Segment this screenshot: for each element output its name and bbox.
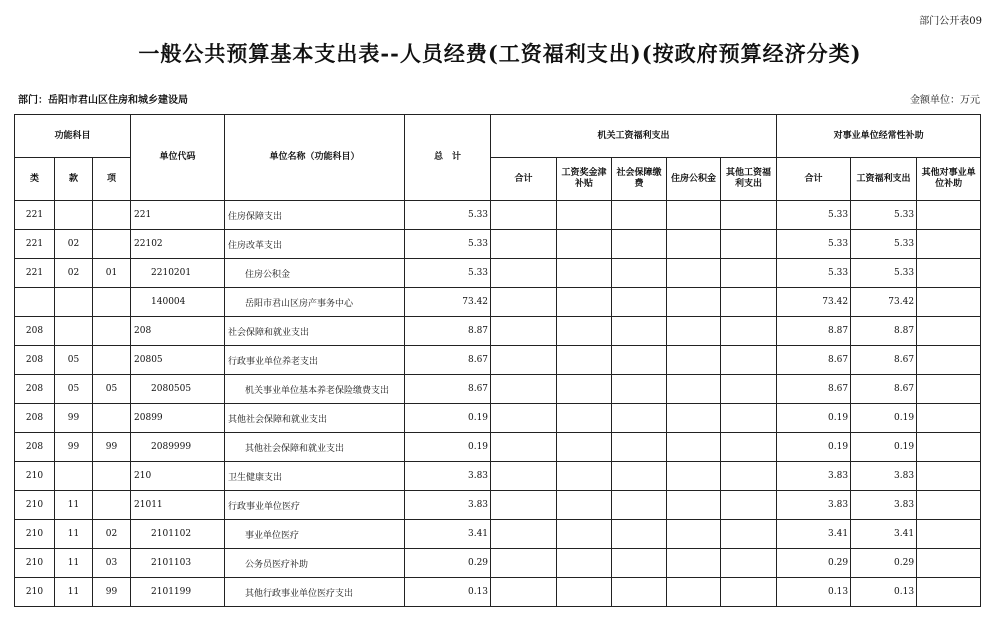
cell-subsidy-subtotal: 3.41	[777, 520, 851, 549]
cell-xiang	[93, 404, 131, 433]
table-row	[15, 230, 981, 259]
cell-total: 73.42	[405, 288, 491, 317]
cell-agency-other	[721, 433, 777, 462]
cell-agency-wages-bonus	[557, 549, 612, 578]
cell-kuan: 11	[55, 520, 93, 549]
cell-total: 3.83	[405, 462, 491, 491]
cell-xiang	[93, 491, 131, 520]
cell-lei: 208	[15, 404, 55, 433]
cell-agency-subtotal	[491, 201, 557, 230]
cell-agency-wages-bonus	[557, 201, 612, 230]
cell-unit-code: 20805	[131, 346, 225, 375]
table-row	[15, 404, 981, 433]
cell-xiang	[93, 201, 131, 230]
header-agency-wage-welfare: 机关工资福利支出	[491, 115, 777, 158]
cell-agency-housing-fund	[667, 578, 721, 607]
cell-subsidy-other	[917, 259, 981, 288]
cell-subsidy-wage-welfare: 5.33	[851, 259, 917, 288]
cell-subsidy-other	[917, 520, 981, 549]
cell-agency-wages-bonus	[557, 230, 612, 259]
cell-kuan: 02	[55, 230, 93, 259]
cell-total: 0.19	[405, 404, 491, 433]
cell-agency-other	[721, 201, 777, 230]
cell-subsidy-other	[917, 433, 981, 462]
header-agency-subtotal: 合计	[491, 158, 557, 201]
cell-subsidy-other	[917, 375, 981, 404]
cell-agency-social-security	[612, 288, 667, 317]
cell-subsidy-subtotal: 5.33	[777, 201, 851, 230]
header-subsidy-wage-welfare: 工资福利支出	[851, 158, 917, 201]
cell-unit-code: 210	[131, 462, 225, 491]
cell-unit-code: 2101102	[131, 520, 225, 549]
cell-kuan: 99	[55, 404, 93, 433]
cell-agency-social-security	[612, 578, 667, 607]
cell-agency-subtotal	[491, 288, 557, 317]
cell-kuan: 05	[55, 346, 93, 375]
cell-subsidy-wage-welfare: 3.83	[851, 462, 917, 491]
cell-subsidy-subtotal: 3.83	[777, 462, 851, 491]
header-institution-subsidy: 对事业单位经常性补助	[777, 115, 981, 158]
table-row	[15, 433, 981, 462]
cell-unit-name: 行政事业单位医疗	[225, 491, 405, 520]
cell-unit-name: 其他社会保障和就业支出	[225, 404, 405, 433]
cell-agency-other	[721, 404, 777, 433]
cell-kuan	[55, 462, 93, 491]
cell-agency-other	[721, 491, 777, 520]
cell-total: 3.83	[405, 491, 491, 520]
cell-subsidy-wage-welfare: 3.41	[851, 520, 917, 549]
cell-unit-code: 21011	[131, 491, 225, 520]
cell-lei: 210	[15, 462, 55, 491]
cell-subsidy-subtotal: 8.67	[777, 375, 851, 404]
cell-agency-social-security	[612, 259, 667, 288]
cell-subsidy-subtotal: 0.19	[777, 433, 851, 462]
cell-agency-subtotal	[491, 346, 557, 375]
cell-kuan: 99	[55, 433, 93, 462]
cell-unit-code: 2210201	[131, 259, 225, 288]
cell-subsidy-subtotal: 5.33	[777, 259, 851, 288]
header-function-subject: 功能科目	[15, 115, 131, 158]
cell-subsidy-subtotal: 3.83	[777, 491, 851, 520]
cell-subsidy-other	[917, 201, 981, 230]
cell-total: 0.13	[405, 578, 491, 607]
department-label: 部门：岳阳市君山区住房和城乡建设局	[18, 95, 188, 106]
cell-lei: 208	[15, 317, 55, 346]
cell-agency-wages-bonus	[557, 578, 612, 607]
cell-agency-social-security	[612, 433, 667, 462]
cell-agency-social-security	[612, 491, 667, 520]
cell-agency-wages-bonus	[557, 491, 612, 520]
cell-subsidy-other	[917, 230, 981, 259]
cell-subsidy-other	[917, 346, 981, 375]
cell-agency-wages-bonus	[557, 259, 612, 288]
cell-total: 8.67	[405, 346, 491, 375]
cell-unit-name: 岳阳市君山区房产事务中心	[225, 288, 405, 317]
cell-agency-housing-fund	[667, 259, 721, 288]
cell-lei: 221	[15, 259, 55, 288]
cell-agency-social-security	[612, 201, 667, 230]
header-unit-code: 单位代码	[131, 115, 225, 201]
cell-agency-housing-fund	[667, 520, 721, 549]
cell-agency-subtotal	[491, 549, 557, 578]
table-number-tag: 部门公开表09	[919, 16, 982, 27]
cell-subsidy-other	[917, 578, 981, 607]
cell-subsidy-wage-welfare: 73.42	[851, 288, 917, 317]
cell-xiang: 03	[93, 549, 131, 578]
cell-subsidy-other	[917, 404, 981, 433]
cell-unit-name: 公务员医疗补助	[225, 549, 405, 578]
cell-agency-subtotal	[491, 462, 557, 491]
cell-agency-wages-bonus	[557, 462, 612, 491]
cell-lei: 208	[15, 375, 55, 404]
cell-agency-social-security	[612, 317, 667, 346]
header-xiang: 项	[93, 158, 131, 201]
cell-subsidy-wage-welfare: 0.19	[851, 404, 917, 433]
cell-agency-subtotal	[491, 259, 557, 288]
cell-kuan: 02	[55, 259, 93, 288]
cell-kuan	[55, 317, 93, 346]
cell-unit-name: 卫生健康支出	[225, 462, 405, 491]
cell-xiang: 02	[93, 520, 131, 549]
cell-subsidy-subtotal: 0.13	[777, 578, 851, 607]
cell-agency-other	[721, 346, 777, 375]
cell-subsidy-subtotal: 8.87	[777, 317, 851, 346]
cell-xiang: 05	[93, 375, 131, 404]
cell-total: 5.33	[405, 259, 491, 288]
cell-agency-subtotal	[491, 317, 557, 346]
cell-unit-name: 住房保障支出	[225, 201, 405, 230]
cell-agency-housing-fund	[667, 201, 721, 230]
cell-agency-housing-fund	[667, 375, 721, 404]
header-kuan: 款	[55, 158, 93, 201]
cell-agency-social-security	[612, 404, 667, 433]
cell-total: 0.29	[405, 549, 491, 578]
cell-subsidy-other	[917, 462, 981, 491]
cell-total: 3.41	[405, 520, 491, 549]
cell-xiang: 99	[93, 433, 131, 462]
cell-subsidy-subtotal: 5.33	[777, 230, 851, 259]
header-unit-name: 单位名称（功能科目）	[225, 115, 405, 201]
cell-agency-housing-fund	[667, 491, 721, 520]
cell-xiang	[93, 346, 131, 375]
cell-agency-wages-bonus	[557, 346, 612, 375]
table-row	[15, 317, 981, 346]
header-agency-wages-bonus: 工资奖金津补贴	[557, 158, 612, 201]
cell-agency-wages-bonus	[557, 317, 612, 346]
cell-subsidy-wage-welfare: 5.33	[851, 201, 917, 230]
cell-lei	[15, 288, 55, 317]
table-row	[15, 520, 981, 549]
cell-xiang: 99	[93, 578, 131, 607]
cell-agency-housing-fund	[667, 462, 721, 491]
cell-unit-code: 20899	[131, 404, 225, 433]
cell-agency-wages-bonus	[557, 375, 612, 404]
cell-subsidy-wage-welfare: 0.19	[851, 433, 917, 462]
cell-agency-other	[721, 288, 777, 317]
cell-agency-housing-fund	[667, 404, 721, 433]
cell-subsidy-subtotal: 0.29	[777, 549, 851, 578]
table-row	[15, 259, 981, 288]
cell-subsidy-other	[917, 288, 981, 317]
header-agency-housing-fund: 住房公积金	[667, 158, 721, 201]
cell-agency-other	[721, 578, 777, 607]
cell-subsidy-other	[917, 317, 981, 346]
table-row	[15, 201, 981, 230]
cell-unit-code: 2101103	[131, 549, 225, 578]
cell-lei: 221	[15, 201, 55, 230]
cell-agency-subtotal	[491, 578, 557, 607]
table-row	[15, 578, 981, 607]
cell-kuan	[55, 288, 93, 317]
cell-agency-subtotal	[491, 520, 557, 549]
cell-subsidy-wage-welfare: 8.67	[851, 346, 917, 375]
cell-lei: 210	[15, 520, 55, 549]
cell-subsidy-wage-welfare: 3.83	[851, 491, 917, 520]
cell-kuan: 11	[55, 578, 93, 607]
cell-agency-social-security	[612, 375, 667, 404]
cell-unit-code: 140004	[131, 288, 225, 317]
page-title: 一般公共预算基本支出表--人员经费(工资福利支出)(按政府预算经济分类)	[138, 41, 862, 66]
cell-kuan	[55, 201, 93, 230]
header-subsidy-other: 其他对事业单位补助	[917, 158, 981, 201]
cell-agency-wages-bonus	[557, 404, 612, 433]
cell-kuan: 11	[55, 491, 93, 520]
cell-subsidy-subtotal: 8.67	[777, 346, 851, 375]
cell-agency-social-security	[612, 230, 667, 259]
cell-subsidy-other	[917, 549, 981, 578]
cell-agency-social-security	[612, 462, 667, 491]
cell-unit-code: 208	[131, 317, 225, 346]
cell-kuan: 11	[55, 549, 93, 578]
table-row	[15, 549, 981, 578]
cell-unit-name: 住房公积金	[225, 259, 405, 288]
cell-agency-other	[721, 259, 777, 288]
cell-agency-wages-bonus	[557, 520, 612, 549]
cell-unit-code: 2089999	[131, 433, 225, 462]
cell-lei: 210	[15, 578, 55, 607]
cell-unit-name: 住房改革支出	[225, 230, 405, 259]
cell-total: 8.87	[405, 317, 491, 346]
cell-agency-housing-fund	[667, 433, 721, 462]
cell-unit-code: 2080505	[131, 375, 225, 404]
cell-agency-subtotal	[491, 491, 557, 520]
cell-xiang	[93, 317, 131, 346]
cell-subsidy-wage-welfare: 5.33	[851, 230, 917, 259]
cell-unit-name: 社会保障和就业支出	[225, 317, 405, 346]
amount-unit-label: 金额单位：万元	[910, 95, 980, 106]
cell-unit-code: 22102	[131, 230, 225, 259]
cell-agency-other	[721, 549, 777, 578]
header-subsidy-subtotal: 合计	[777, 158, 851, 201]
table-row	[15, 288, 981, 317]
cell-lei: 208	[15, 346, 55, 375]
cell-agency-housing-fund	[667, 288, 721, 317]
cell-subsidy-subtotal: 0.19	[777, 404, 851, 433]
cell-xiang	[93, 230, 131, 259]
budget-table	[14, 114, 981, 607]
cell-unit-code: 2101199	[131, 578, 225, 607]
cell-unit-name: 其他行政事业单位医疗支出	[225, 578, 405, 607]
table-row	[15, 462, 981, 491]
cell-unit-code: 221	[131, 201, 225, 230]
cell-subsidy-other	[917, 491, 981, 520]
cell-xiang: 01	[93, 259, 131, 288]
cell-agency-social-security	[612, 520, 667, 549]
cell-agency-housing-fund	[667, 230, 721, 259]
cell-total: 5.33	[405, 230, 491, 259]
cell-subsidy-subtotal: 73.42	[777, 288, 851, 317]
header-total: 总 计	[405, 115, 491, 201]
cell-total: 5.33	[405, 201, 491, 230]
cell-lei: 221	[15, 230, 55, 259]
cell-kuan: 05	[55, 375, 93, 404]
header-agency-social-security: 社会保障缴费	[612, 158, 667, 201]
header-agency-other: 其他工资福利支出	[721, 158, 777, 201]
cell-subsidy-wage-welfare: 8.67	[851, 375, 917, 404]
cell-agency-social-security	[612, 549, 667, 578]
cell-agency-subtotal	[491, 433, 557, 462]
header-lei: 类	[15, 158, 55, 201]
table-body	[15, 201, 981, 607]
cell-agency-housing-fund	[667, 317, 721, 346]
cell-agency-housing-fund	[667, 549, 721, 578]
cell-lei: 208	[15, 433, 55, 462]
cell-xiang	[93, 288, 131, 317]
cell-agency-other	[721, 230, 777, 259]
cell-lei: 210	[15, 549, 55, 578]
cell-agency-housing-fund	[667, 346, 721, 375]
cell-subsidy-wage-welfare: 0.13	[851, 578, 917, 607]
cell-unit-name: 事业单位医疗	[225, 520, 405, 549]
table-row	[15, 375, 981, 404]
cell-total: 0.19	[405, 433, 491, 462]
cell-agency-social-security	[612, 346, 667, 375]
cell-agency-subtotal	[491, 375, 557, 404]
cell-agency-subtotal	[491, 230, 557, 259]
cell-xiang	[93, 462, 131, 491]
cell-agency-other	[721, 520, 777, 549]
cell-total: 8.67	[405, 375, 491, 404]
cell-unit-name: 其他社会保障和就业支出	[225, 433, 405, 462]
table-row	[15, 491, 981, 520]
cell-unit-name: 机关事业单位基本养老保险缴费支出	[225, 375, 405, 404]
cell-agency-wages-bonus	[557, 433, 612, 462]
cell-agency-other	[721, 462, 777, 491]
table-row	[15, 346, 981, 375]
cell-agency-subtotal	[491, 404, 557, 433]
cell-agency-wages-bonus	[557, 288, 612, 317]
cell-agency-other	[721, 375, 777, 404]
cell-unit-name: 行政事业单位养老支出	[225, 346, 405, 375]
cell-agency-other	[721, 317, 777, 346]
cell-subsidy-wage-welfare: 8.87	[851, 317, 917, 346]
cell-lei: 210	[15, 491, 55, 520]
cell-subsidy-wage-welfare: 0.29	[851, 549, 917, 578]
